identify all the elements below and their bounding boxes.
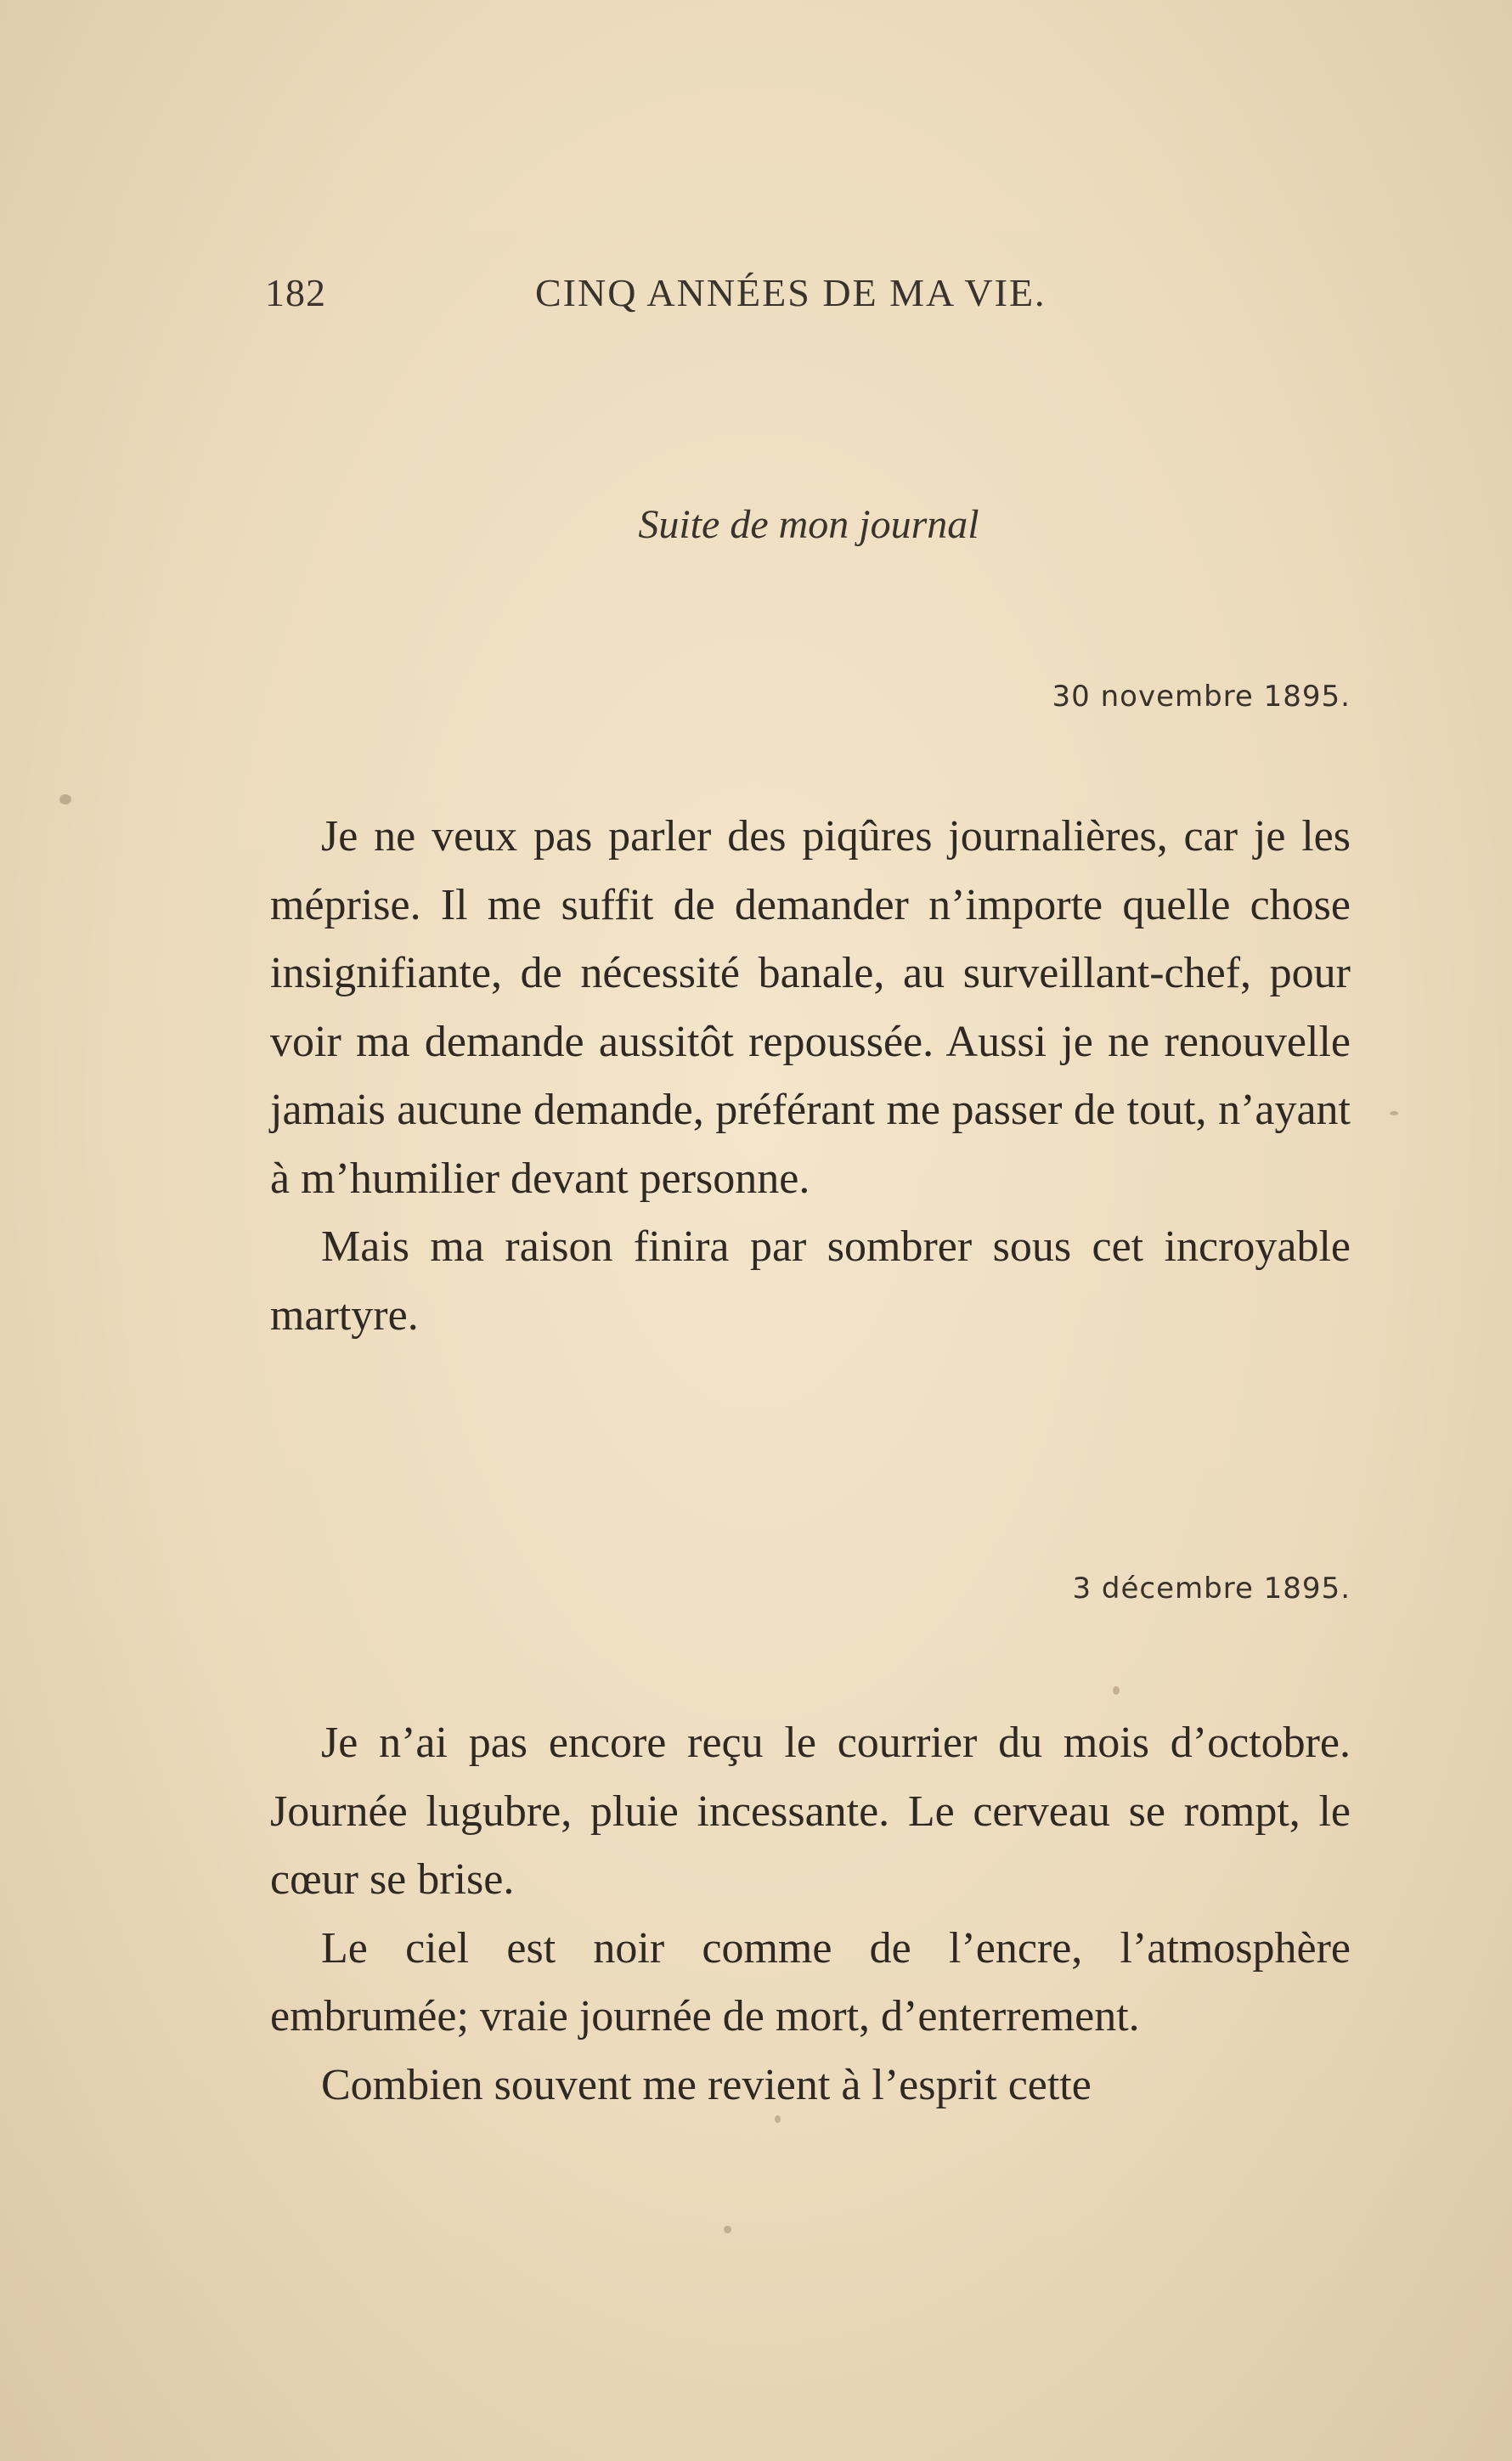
entry-date: 30 novembre 1895.: [1052, 680, 1351, 714]
paper-speck: [1113, 1686, 1120, 1695]
paragraph: Mais ma raison finira par sombrer sous cet incroyable martyre.: [270, 1222, 1351, 1340]
page-header: [265, 270, 1352, 313]
entry-date: 3 décembre 1895.: [1072, 1572, 1351, 1606]
entry-text: [270, 1709, 1351, 2120]
paragraph: Je ne veux pas parler des piqûres journalières, car je les méprise. Il me suffit de demander n’importe quelle chose insignifiante, de nécessité banale, au surveillant-chef, pour voir ma demande aussitôt repoussée. Aussi je ne renouvelle jamais aucune demande, préférant me passer de tout, n’ayant à m’humilier devant personne.: [270, 812, 1351, 1203]
page-number: 182: [265, 271, 326, 314]
entry-text: [270, 803, 1351, 1350]
paper-speck: [59, 794, 71, 804]
section-title: Suite de mon journal: [638, 502, 979, 547]
paragraph: Je n’ai pas encore reçu le courrier du mois d’octobre. Journée lugubre, pluie incessante. Le cerveau se rompt, le cœur se brise.: [270, 1719, 1351, 1904]
paper-speck: [1390, 1111, 1398, 1115]
paragraph: Le ciel est noir comme de l’encre, l’atmosphère embrumée; vraie journée de mort, d’enterrement.: [270, 1923, 1351, 2040]
paper-speck: [724, 2226, 731, 2233]
running-head: CINQ ANNÉES DE MA VIE.: [535, 271, 1047, 314]
paragraph: Combien souvent me revient à l’esprit cette: [321, 2060, 1092, 2109]
